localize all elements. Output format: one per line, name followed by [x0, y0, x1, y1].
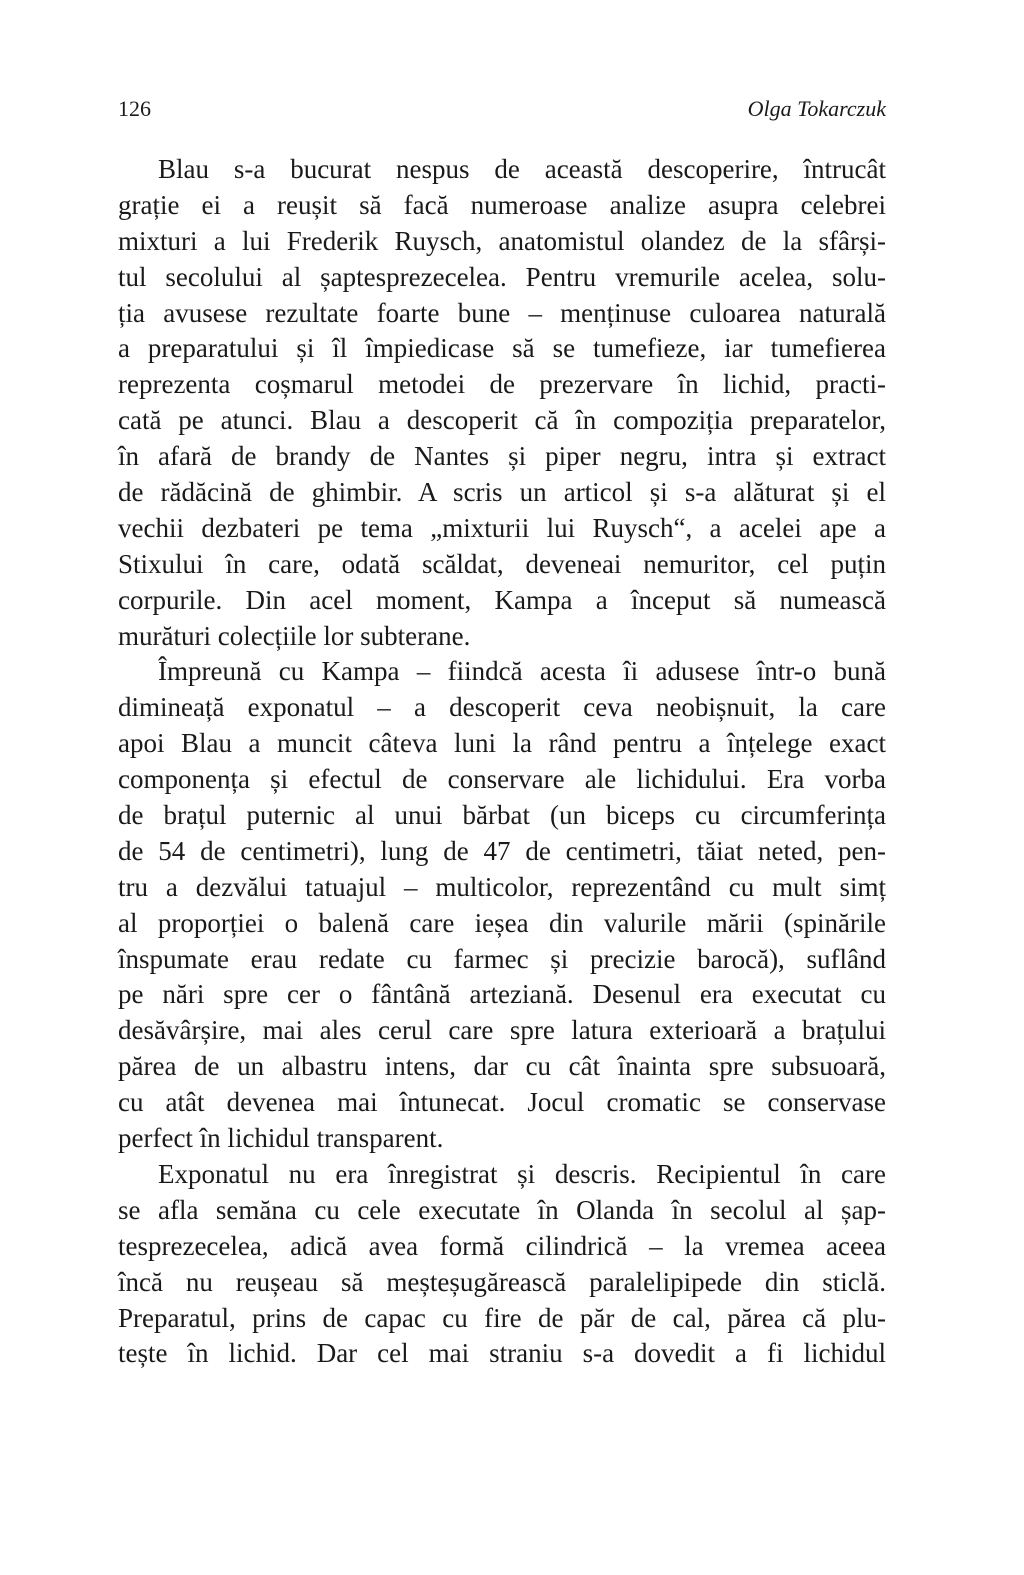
- text-line: tul secolului al șaptesprezecelea. Pentru vremurile acelea, solu-: [118, 261, 886, 292]
- text-line: reprezenta coșmarul metodei de prezervare în lichid, practi-: [118, 369, 886, 400]
- paragraph-3: [118, 1157, 886, 1372]
- text-line: pe nări spre cer o fântână arteziană. Desenul era executat cu: [118, 979, 886, 1010]
- text-line: Stixului în care, odată scăldat, deveneai nemuritor, cel puțin: [118, 548, 886, 579]
- paragraph-1: [118, 152, 886, 654]
- body-text: [118, 152, 886, 1372]
- text-line: Împreună cu Kampa – fiindcă acesta îi adusese într-o bună: [158, 656, 886, 687]
- text-line: corpurile. Din acel moment, Kampa a început să numească: [118, 584, 886, 615]
- running-header: [118, 96, 886, 130]
- text-line: Preparatul, prins de capac cu fire de păr de cal, părea că plu-: [118, 1302, 886, 1333]
- text-line: tesprezecelea, adică avea formă cilindrică – la vremea aceea: [118, 1230, 886, 1261]
- text-line: desăvârșire, mai ales cerul care spre latura exterioară a brațului: [118, 1015, 886, 1046]
- text-line: mixturi a lui Frederik Ruysch, anatomistul olandez de la sfârși-: [118, 225, 886, 256]
- text-line: perfect în lichidul transparent.: [118, 1123, 444, 1154]
- text-line: în afară de brandy de Nantes și piper negru, intra și extract: [118, 441, 886, 472]
- text-line: murături colecțiile lor subterane.: [118, 620, 471, 651]
- text-line: de brațul puternic al unui bărbat (un biceps cu circumferința: [118, 800, 886, 831]
- text-line: al proporției o balenă care ieșea din valurile mării (spinările: [118, 907, 886, 938]
- text-line: dimineață exponatul – a descoperit ceva neobișnuit, la care: [118, 692, 886, 723]
- paragraph-2: [118, 654, 886, 1156]
- text-line: cu atât devenea mai întunecat. Jocul cromatic se conservase: [118, 1087, 886, 1118]
- text-line: înspumate erau redate cu farmec și precizie barocă), suflând: [118, 943, 886, 974]
- text-line: grație ei a reușit să facă numeroase analize asupra celebrei: [118, 189, 886, 220]
- text-line: de rădăcină de ghimbir. A scris un articol și s-a alăturat și el: [118, 477, 886, 508]
- text-line: componența și efectul de conservare ale lichidului. Era vorba: [118, 764, 886, 795]
- text-line: apoi Blau a muncit câteva luni la rând pentru a înțelege exact: [118, 728, 886, 759]
- text-line: cată pe atunci. Blau a descoperit că în compoziția preparatelor,: [118, 405, 886, 436]
- text-line: Blau s-a bucurat nespus de această descoperire, întrucât: [158, 154, 886, 184]
- text-line: ția avusese rezultate foarte bune – menținuse culoarea naturală: [118, 297, 886, 328]
- text-line: părea de un albastru intens, dar cu cât înainta spre subsuoară,: [118, 1051, 886, 1082]
- text-line: de 54 de centimetri), lung de 47 de centimetri, tăiat neted, pen-: [118, 835, 886, 866]
- text-line: se afla semăna cu cele executate în Olanda în secolul al șap-: [118, 1194, 886, 1225]
- running-head-author: Olga Tokarczuk: [747, 96, 886, 121]
- text-line: a preparatului și îl împiedicase să se tumefieze, iar tumefierea: [118, 333, 886, 364]
- text-line: încă nu reușeau să meșteșugărească paralelipipede din sticlă.: [118, 1266, 886, 1297]
- text-line: tește în lichid. Dar cel mai straniu s-a dovedit a fi lichidul: [118, 1338, 886, 1369]
- book-page: [118, 96, 886, 1372]
- text-line: vechii dezbateri pe tema „mixturii lui Ruysch“, a acelei ape a: [118, 512, 886, 543]
- text-line: Exponatul nu era înregistrat și descris. Recipientul în care: [158, 1158, 886, 1189]
- text-line: tru a dezvălui tatuajul – multicolor, reprezentând cu mult simț: [118, 871, 886, 902]
- page-number: 126: [118, 96, 151, 121]
